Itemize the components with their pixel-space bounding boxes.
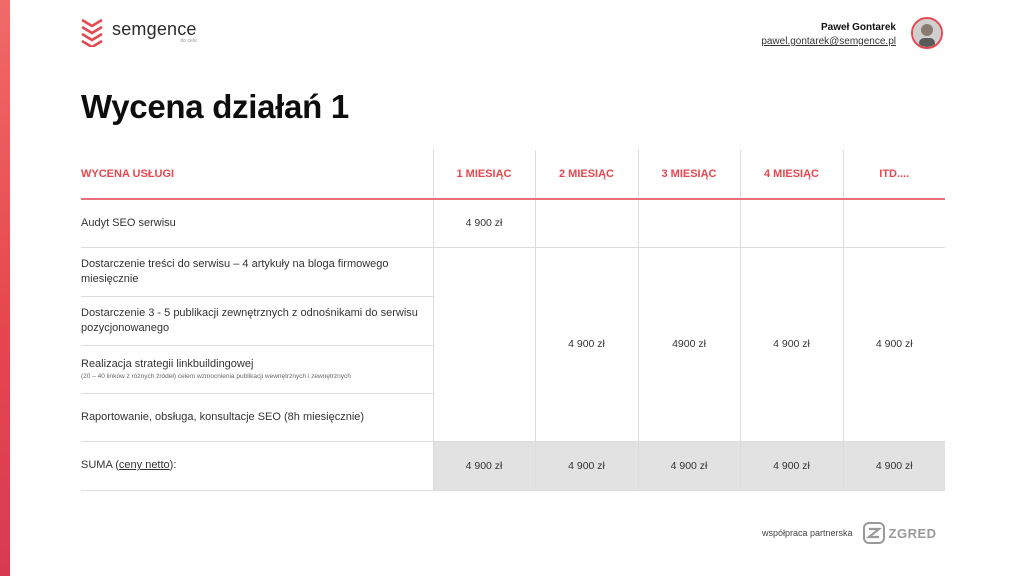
user-info (761, 22, 896, 47)
service-label-reporting: Raportowanie, obsługa, konsultacje SEO (8h miesięcznie) (81, 393, 433, 441)
brand-tagline: do celu (180, 38, 197, 44)
sum-label (81, 441, 433, 490)
zgred-logo-icon (863, 522, 885, 544)
semgence-logo-icon (80, 17, 104, 47)
table-header-row (81, 150, 945, 199)
column-header-month-1: 1 MIESIĄC (433, 150, 535, 199)
service-note-linkbuilding: (20 – 40 linków z różnych źródeł) celem wzmocnienia publikacji wewnętrznych i zewnętrznych (81, 372, 351, 380)
sum-label-prefix: SUMA ( (81, 459, 119, 472)
partner-name[interactable]: ZGRED (888, 525, 937, 541)
sum-netto-link[interactable]: ceny netto (118, 459, 170, 472)
user-avatar-icon (913, 19, 941, 47)
partner-label: współpraca partnerska (762, 528, 853, 538)
page-title: Wycena działań 1 (81, 88, 349, 125)
empty-cell (740, 199, 843, 247)
price-month-3: 4900 zł (638, 247, 740, 441)
sum-month-4: 4 900 zł (740, 441, 843, 490)
brand-name: semgence (112, 19, 197, 39)
table-row-service (81, 247, 945, 296)
empty-cell (638, 199, 740, 247)
service-label-publications: Dostarczenie 3 - 5 publikacji zewnętrznych z odnośnikami do serwisu pozycjonowanego (81, 296, 433, 345)
table-row-audit (81, 199, 945, 247)
service-label-content: Dostarczenie treści do serwisu – 4 artykuły na bloga firmowego miesięcznie (81, 247, 433, 296)
partner-footer (762, 522, 937, 544)
column-header-month-2: 2 MIESIĄC (535, 150, 638, 199)
column-header-month-3: 3 MIESIĄC (638, 150, 740, 199)
user-email-link[interactable]: pawel.gontarek@semgence.pl (761, 36, 896, 47)
price-etc: 4 900 zł (843, 247, 945, 441)
table-row-sum (81, 441, 945, 490)
column-header-etc: ITD.... (843, 150, 945, 199)
service-linkbuilding (81, 345, 433, 393)
sum-etc: 4 900 zł (843, 441, 945, 490)
avatar (911, 17, 943, 49)
empty-cell (843, 199, 945, 247)
service-label-audit: Audyt SEO serwisu (81, 199, 433, 247)
price-audit-month-1: 4 900 zł (433, 199, 535, 247)
sum-label-suffix: ): (169, 459, 177, 472)
brand-logo[interactable] (80, 17, 197, 47)
price-month-4: 4 900 zł (740, 247, 843, 441)
empty-cell (535, 199, 638, 247)
empty-cell-month-1 (433, 247, 535, 441)
price-month-2: 4 900 zł (535, 247, 638, 441)
sum-month-1: 4 900 zł (433, 441, 535, 490)
user-name: Paweł Gontarek (820, 22, 896, 33)
sum-month-3: 4 900 zł (638, 441, 740, 490)
sum-month-2: 4 900 zł (535, 441, 638, 490)
accent-bar (0, 0, 10, 576)
column-header-month-4: 4 MIESIĄC (740, 150, 843, 199)
pricing-table (81, 150, 945, 491)
column-header-service: WYCENA USŁUGI (81, 150, 433, 199)
service-label-linkbuilding: Realizacja strategii linkbuildingowej (81, 357, 254, 370)
